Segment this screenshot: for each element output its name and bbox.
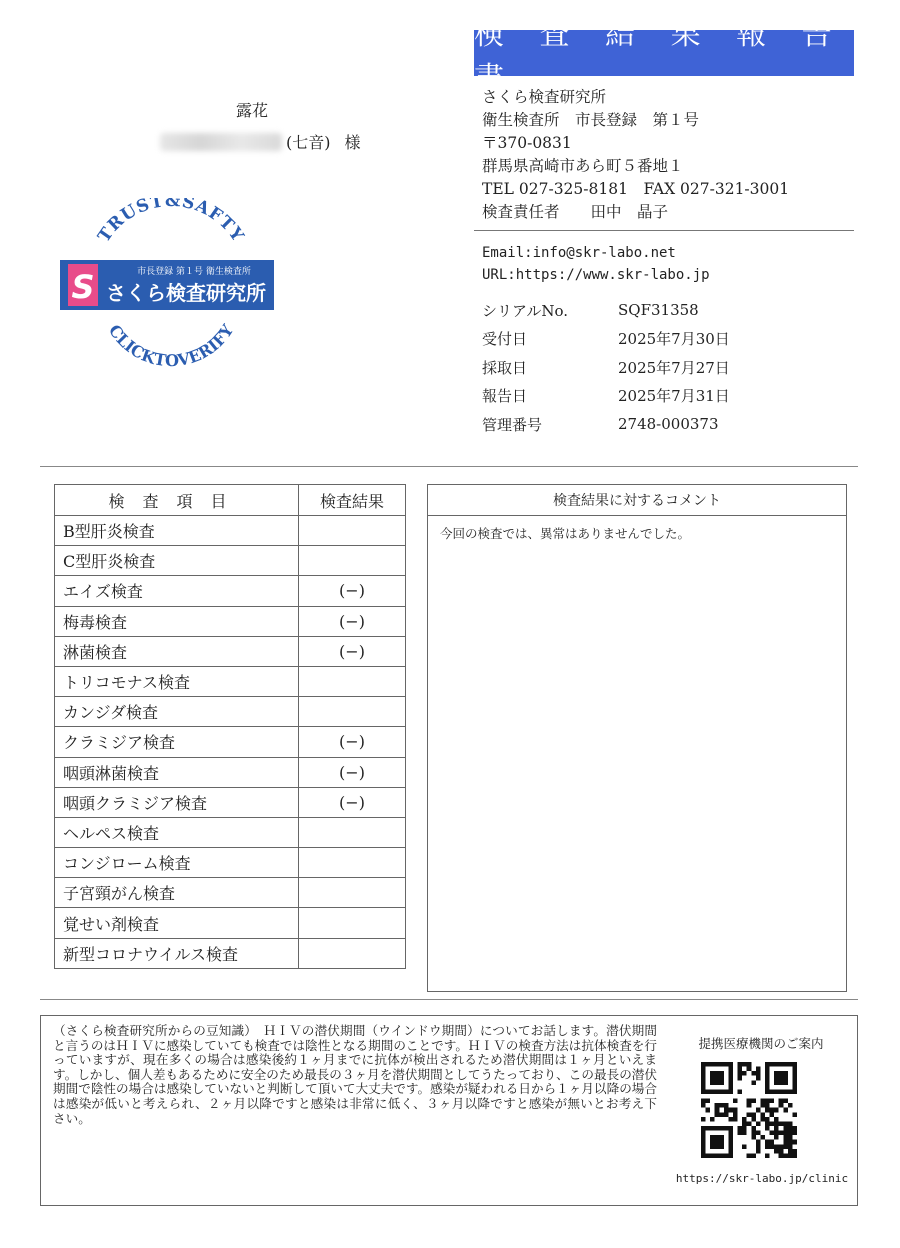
results-table [54,484,406,969]
qr-module [742,1071,747,1076]
table-row [55,727,406,757]
qr-module [756,1071,761,1076]
lab-email[interactable]: Email:info@skr-labo.net [482,245,676,261]
seal-graphic [58,198,280,368]
qr-module [783,1108,788,1113]
qr-module [751,1117,756,1122]
qr-module [779,1144,784,1149]
qr-module [779,1099,784,1104]
qr-module [738,1076,743,1081]
qr-module [770,1144,775,1149]
qr-module [774,1126,779,1131]
recipient-suffix: (七音) [286,133,331,152]
qr-module [765,1153,770,1158]
qr-module [724,1108,729,1113]
qr-module [760,1117,765,1122]
test-item: 梅毒検査 [55,606,299,636]
qr-module [747,1067,752,1072]
test-item: B型肝炎検査 [55,516,299,546]
qr-module [783,1135,788,1140]
test-item: 咽頭クラミジア検査 [55,787,299,817]
qr-module [765,1140,770,1145]
qr-module [706,1108,711,1113]
qr-module [747,1103,752,1108]
qr-module [770,1121,775,1126]
qr-module [747,1062,752,1067]
qr-module [792,1153,797,1158]
table-row [55,576,406,606]
meta-row-serial [482,296,730,325]
seal-logo-text: さくら検査研究所 [106,281,266,305]
test-item: トリコモナス検査 [55,666,299,696]
qr-module [751,1131,756,1136]
qr-module [774,1135,779,1140]
qr-module [788,1144,793,1149]
qr-module [774,1117,779,1122]
qr-module [706,1099,711,1104]
qr-module [760,1112,765,1117]
qr-module [701,1099,706,1104]
test-result [299,817,406,847]
test-item: 咽頭淋菌検査 [55,757,299,787]
table-row [55,878,406,908]
meta-label: シリアルNo. [482,301,569,320]
test-result [299,848,406,878]
qr-module [765,1108,770,1113]
test-result [299,938,406,968]
qr-module [742,1062,747,1067]
test-item: ヘルペス検査 [55,817,299,847]
lab-url[interactable]: URL:https://www.skr-labo.jp [482,267,710,283]
meta-row-reported [482,382,730,411]
qr-module [783,1140,788,1145]
qr-module [728,1108,733,1113]
meta-row-control-number [482,410,730,439]
qr-module [751,1080,756,1085]
test-result [299,878,406,908]
qr-module [774,1131,779,1136]
qr-module [710,1071,724,1085]
qr-module [770,1112,775,1117]
qr-module [719,1112,724,1117]
comment-header: 検査結果に対するコメント [428,485,846,516]
qr-module [751,1099,756,1104]
qr-code-icon[interactable] [701,1062,797,1158]
qr-module [783,1126,788,1131]
qr-module [774,1108,779,1113]
qr-module [715,1112,720,1117]
test-item: エイズ検査 [55,576,299,606]
meta-value: SQF31358 [618,301,699,320]
qr-module [792,1131,797,1136]
qr-module [765,1121,770,1126]
meta-label: 採取日 [482,358,528,377]
table-row [55,757,406,787]
test-item: クラミジア検査 [55,727,299,757]
qr-module [747,1121,752,1126]
test-item: 子宮頸がん検査 [55,878,299,908]
table-row [55,606,406,636]
qr-module [751,1135,756,1140]
meta-value: 2025年7月27日 [618,358,730,377]
test-result: (−) [299,576,406,606]
table-row [55,516,406,546]
qr-module [751,1071,756,1076]
recipient-line [160,130,361,153]
qr-module [738,1071,743,1076]
qr-module [783,1144,788,1149]
test-item: C型肝炎検査 [55,546,299,576]
meta-row-received [482,325,730,354]
qr-module [779,1131,784,1136]
recipient-name: 露花 [236,101,269,120]
qr-module [788,1103,793,1108]
qr-module [770,1108,775,1113]
table-row [55,787,406,817]
qr-module [779,1153,784,1158]
qr-module [788,1135,793,1140]
comment-text: 今回の検査では、異常はありませんでした。 [440,526,691,541]
qr-module [774,1149,779,1154]
qr-module [765,1144,770,1149]
qr-module [774,1121,779,1126]
test-result: (−) [299,757,406,787]
qr-module [788,1140,793,1145]
qr-module [733,1108,738,1113]
qr-module [742,1117,747,1122]
qr-module [747,1153,752,1158]
qr-module [742,1144,747,1149]
qr-module [710,1117,715,1122]
qr-module [760,1103,765,1108]
table-row [55,908,406,938]
qr-module [770,1131,775,1136]
qr-module [719,1103,724,1108]
qr-module [710,1135,724,1149]
qr-module [783,1099,788,1104]
meta-value: 2025年7月30日 [618,330,730,349]
table-row [55,848,406,878]
test-result [299,908,406,938]
table-row [55,546,406,576]
lab-registration: 衛生検査所 市長登録 第１号 [482,111,700,129]
test-item: カンジダ検査 [55,697,299,727]
header-item: 検査項目 [55,485,299,516]
comment-box [427,484,847,992]
test-result [299,697,406,727]
test-result: (−) [299,727,406,757]
clinic-url-link[interactable]: https://skr-labo.jp/clinic [675,1172,849,1185]
qr-module [765,1103,770,1108]
qr-module [756,1149,761,1154]
qr-module [738,1062,743,1067]
seal-bottom-arc: CLICKTOVERIFY [104,321,238,368]
meta-value: 2748-000373 [618,415,719,434]
footer-divider [40,999,858,1000]
qr-module [756,1131,761,1136]
qr-module [774,1144,779,1149]
test-result: (−) [299,787,406,817]
seal-logo-letter: S [71,268,95,306]
qr-module [765,1099,770,1104]
header-result: 検査結果 [299,485,406,516]
test-item: 覚せい剤検査 [55,908,299,938]
lab-postal: 〒370-0831 [482,134,572,152]
test-result [299,516,406,546]
qr-module [792,1126,797,1131]
table-row [55,636,406,666]
qr-module [756,1144,761,1149]
qr-module [788,1153,793,1158]
report-meta [482,296,730,439]
redacted-name [160,133,282,151]
qr-module [779,1121,784,1126]
lab-info [482,86,789,224]
footer-box [40,1015,858,1206]
qr-module [779,1103,784,1108]
test-item: 淋菌検査 [55,636,299,666]
qr-module [756,1140,761,1145]
qr-module [751,1112,756,1117]
qr-module [747,1112,752,1117]
test-result: (−) [299,636,406,666]
qr-module [783,1153,788,1158]
qr-module [783,1121,788,1126]
qr-module [751,1153,756,1158]
qr-module [742,1131,747,1136]
verification-seal[interactable] [58,198,280,368]
qr-module [788,1121,793,1126]
qr-module [715,1103,720,1108]
qr-module [756,1067,761,1072]
qr-module [765,1126,770,1131]
test-item: コンジローム検査 [55,848,299,878]
qr-module [788,1131,793,1136]
qr-module [733,1099,738,1104]
qr-module [765,1117,770,1122]
qr-module [792,1112,797,1117]
qr-module [701,1117,706,1122]
lab-divider [474,230,854,231]
recipient-honorific: 様 [344,133,361,152]
qr-module [724,1112,729,1117]
qr-module [742,1126,747,1131]
table-row [55,817,406,847]
qr-module [788,1126,793,1131]
qr-module [756,1121,761,1126]
seal-top-arc: TRUST&SAFTY [94,198,248,247]
qr-module [760,1135,765,1140]
table-row [55,938,406,968]
qr-module [770,1140,775,1145]
qr-module [715,1108,720,1113]
section-divider [40,466,858,467]
meta-label: 報告日 [482,387,528,406]
test-item: 新型コロナウイルス検査 [55,938,299,968]
lab-address: 群馬県高崎市あら町５番地１ [482,157,684,175]
seal-small-text: 市長登録 第１号 衛生検査所 [137,267,251,277]
qr-module [738,1067,743,1072]
qr-module [738,1126,743,1131]
test-result [299,546,406,576]
table-row [55,666,406,696]
meta-row-collected [482,353,730,382]
qr-module [760,1099,765,1104]
report-title: 検 査 結 果 報 告 書 [474,30,854,76]
lab-manager: 検査責任者 田中 晶子 [482,203,669,221]
qr-module [756,1108,761,1113]
meta-value: 2025年7月31日 [618,387,730,406]
qr-module [756,1076,761,1081]
meta-label: 管理番号 [482,415,543,434]
table-header-row [55,485,406,516]
qr-module [774,1071,788,1085]
qr-module [728,1117,733,1122]
qr-module [779,1149,784,1154]
meta-label: 受付日 [482,330,528,349]
qr-module [733,1117,738,1122]
qr-module [783,1131,788,1136]
lab-name: さくら検査研究所 [482,88,607,106]
partner-clinic-label: 提携医療機関のご案内 [698,1036,824,1051]
lab-contact [482,242,710,286]
qr-module [792,1140,797,1145]
qr-module [788,1149,793,1154]
test-result [299,666,406,696]
lab-tel-fax: TEL 027-325-8181 FAX 027-321-3001 [482,180,790,198]
qr-module [724,1103,729,1108]
qr-module [738,1089,743,1094]
qr-module [751,1126,756,1131]
qr-module [742,1121,747,1126]
qr-module [747,1099,752,1104]
qr-module [733,1112,738,1117]
hiv-trivia-text: （さくら検査研究所からの豆知識） ＨＩＶの潜伏期間（ウインドウ期間）についてお話します。潜伏期間と言うのはＨＩＶに感染していても検査では陰性となる期間のことです。ＨＩＶの検査方法は抗体検査を行っていますが、現在多くの場合は感染後約１ヶ月までに抗体が検出されるため潜伏期間は１ヶ月といえます。しかし、個人差もあるために安全のため最長の３ヶ月を潜伏期間としてうたっており、この最長の潜伏期間で陰性の場合は感染していないと判断して頂いて大丈夫です。感染が疑われる日から１ヶ月以降の場合は感染が低いと考えられ、２ヶ月以降ですと感染は非常に低く、３ヶ月以降ですと感染が無いとお考え下さい。 [53,1023,657,1126]
test-result: (−) [299,606,406,636]
qr-module [738,1131,743,1136]
qr-module [701,1103,706,1108]
qr-module [770,1099,775,1104]
qr-module [792,1149,797,1154]
table-row [55,697,406,727]
